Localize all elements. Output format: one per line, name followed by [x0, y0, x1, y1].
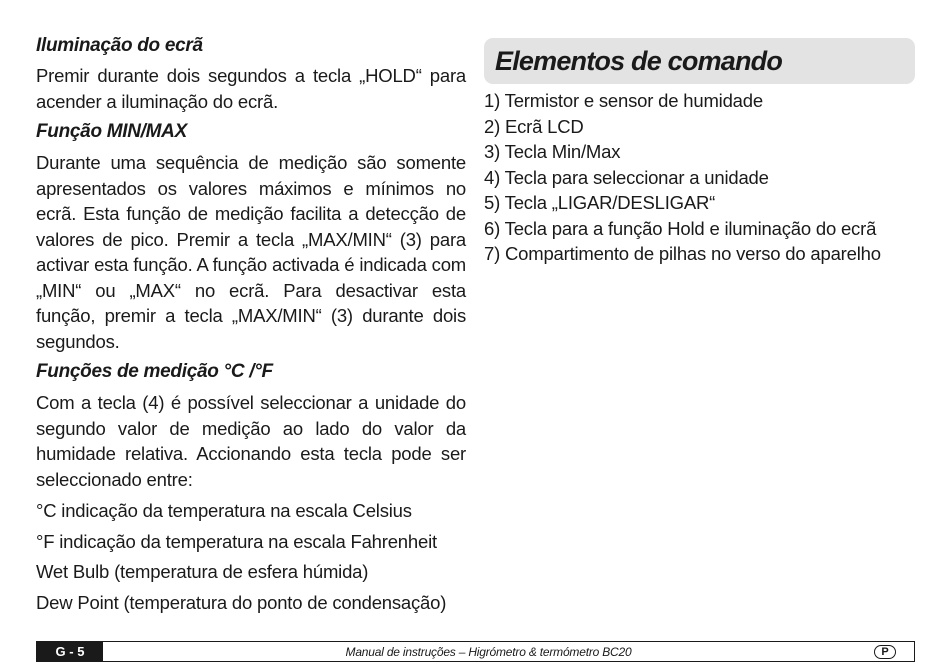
page-number: G - 5	[37, 642, 103, 661]
footer-text: Manual de instruções – Higrómetro & termómetro BC20	[345, 644, 632, 659]
paragraph-units: Com a tecla (4) é possível seleccionar a unidade do segundo valor de medição ao lado do valor da humidade relativa. Accionando esta tecla pode ser seleccionado entre:	[36, 392, 466, 490]
section-title-bar	[484, 38, 915, 84]
left-column	[36, 34, 466, 618]
paragraph-min-max: Durante uma sequência de medição são somente apresentados os valores máximos e mínimos no ecrã. Esta função de medição facilita a detecção de valores de pico. Premir a tecla „MAX/MIN“ (3) para activar esta função. A função activada é indicada com „MIN“ ou „MAX“ no ecrã. Para desactivar esta função, premir a tecla „MAX/MIN“ (3) durante dois segundos.	[36, 152, 466, 352]
list-item: 6) Tecla para a função Hold e iluminação do ecrã	[484, 217, 877, 239]
heading-units: Funções de medição °C /°F	[36, 361, 273, 382]
paragraph-display-illumination: Premir durante dois segundos a tecla „HOLD“ para acender a iluminação do ecrã.	[36, 65, 466, 112]
unit-option: °C indicação da temperatura na escala Celsius	[36, 500, 412, 521]
list-item: 3) Tecla Min/Max	[484, 141, 621, 162]
control-elements-list	[484, 88, 916, 267]
list-item: 1) Termistor e sensor de humidade	[484, 90, 763, 111]
unit-option: Wet Bulb (temperatura de esfera húmida)	[36, 561, 369, 582]
list-item: 7) Compartimento de pilhas no verso do aparelho	[484, 243, 881, 264]
language-badge: P	[874, 645, 896, 659]
right-column	[484, 38, 916, 267]
unit-option: Dew Point (temperatura do ponto de condensação)	[36, 591, 447, 613]
list-item: 4) Tecla para seleccionar a unidade	[484, 166, 769, 188]
list-item: 5) Tecla „LIGAR/DESLIGAR“	[484, 192, 716, 213]
unit-option: °F indicação da temperatura na escala Fahrenheit	[36, 530, 437, 552]
heading-min-max: Função MIN/MAX	[36, 121, 187, 142]
page-footer	[36, 641, 915, 662]
heading-display-illumination: Iluminação do ecrã	[36, 35, 203, 56]
section-title: Elementos de comando	[495, 45, 783, 76]
list-item: 2) Ecrã LCD	[484, 115, 584, 137]
